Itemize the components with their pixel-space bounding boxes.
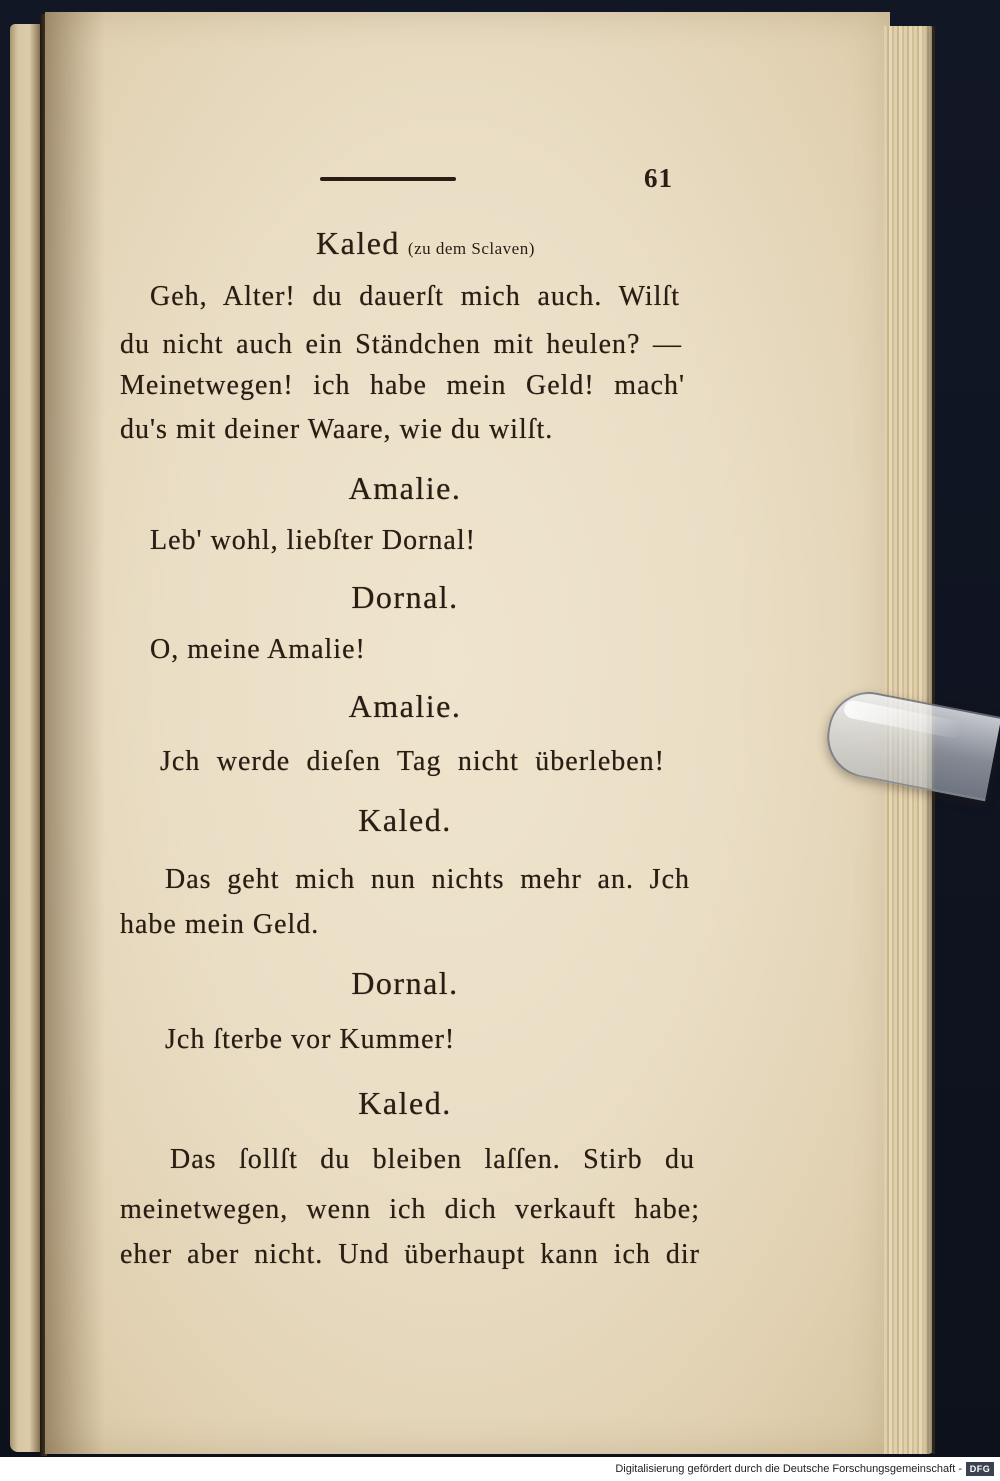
- clip-highlight: [843, 699, 964, 740]
- speaker-heading: Kaled.: [358, 802, 452, 838]
- speech-line: Meinetwegen! ich habe mein Geld! mach': [120, 370, 685, 401]
- speaker-heading: Amalie.: [348, 688, 462, 724]
- speech-line: du nicht auch ein Ständchen mit heulen? —: [120, 329, 682, 360]
- speaker-heading: [316, 224, 535, 262]
- funding-credit: Digitalisierung gefördert durch die Deutsche Forschungsgemeinschaft -: [615, 1463, 962, 1475]
- stage-direction: (zu dem Sclaven): [407, 239, 535, 258]
- speech-line: Das geht mich nun nichts mehr an. Jch: [165, 864, 690, 895]
- speech-line: Das ſollſt du bleiben laſſen. Stirb du: [170, 1144, 695, 1175]
- speech-line: du's mit deiner Waare, wie du wilſt.: [120, 414, 554, 445]
- dfg-logo: DFG: [966, 1462, 994, 1476]
- speech-line: Jch ſterbe vor Kummer!: [165, 1024, 456, 1055]
- speaker-heading: Kaled.: [358, 1085, 452, 1121]
- header-rule: [320, 177, 456, 181]
- speaker-heading: Amalie.: [348, 470, 462, 506]
- speech-line: Geh, Alter! du dauerſt mich auch. Wilſt: [150, 281, 680, 312]
- speech-line: habe mein Geld.: [120, 909, 320, 940]
- speech-line: meinetwegen, wenn ich dich verkauft habe;: [120, 1194, 700, 1225]
- speaker-name: Kaled: [316, 225, 400, 261]
- page-number: 61: [644, 163, 673, 193]
- speech-line: O, meine Amalie!: [150, 634, 366, 665]
- left-page-edge: [10, 24, 42, 1452]
- speech-line: Jch werde dieſen Tag nicht überleben!: [160, 746, 665, 777]
- speaker-heading: Dornal.: [351, 965, 459, 1001]
- speaker-heading: Dornal.: [351, 579, 459, 615]
- speech-line: Leb' wohl, liebſter Dornal!: [150, 525, 476, 556]
- digitization-footer: [0, 1457, 1000, 1481]
- speech-line: eher aber nicht. Und überhaupt kann ich dir: [120, 1239, 700, 1270]
